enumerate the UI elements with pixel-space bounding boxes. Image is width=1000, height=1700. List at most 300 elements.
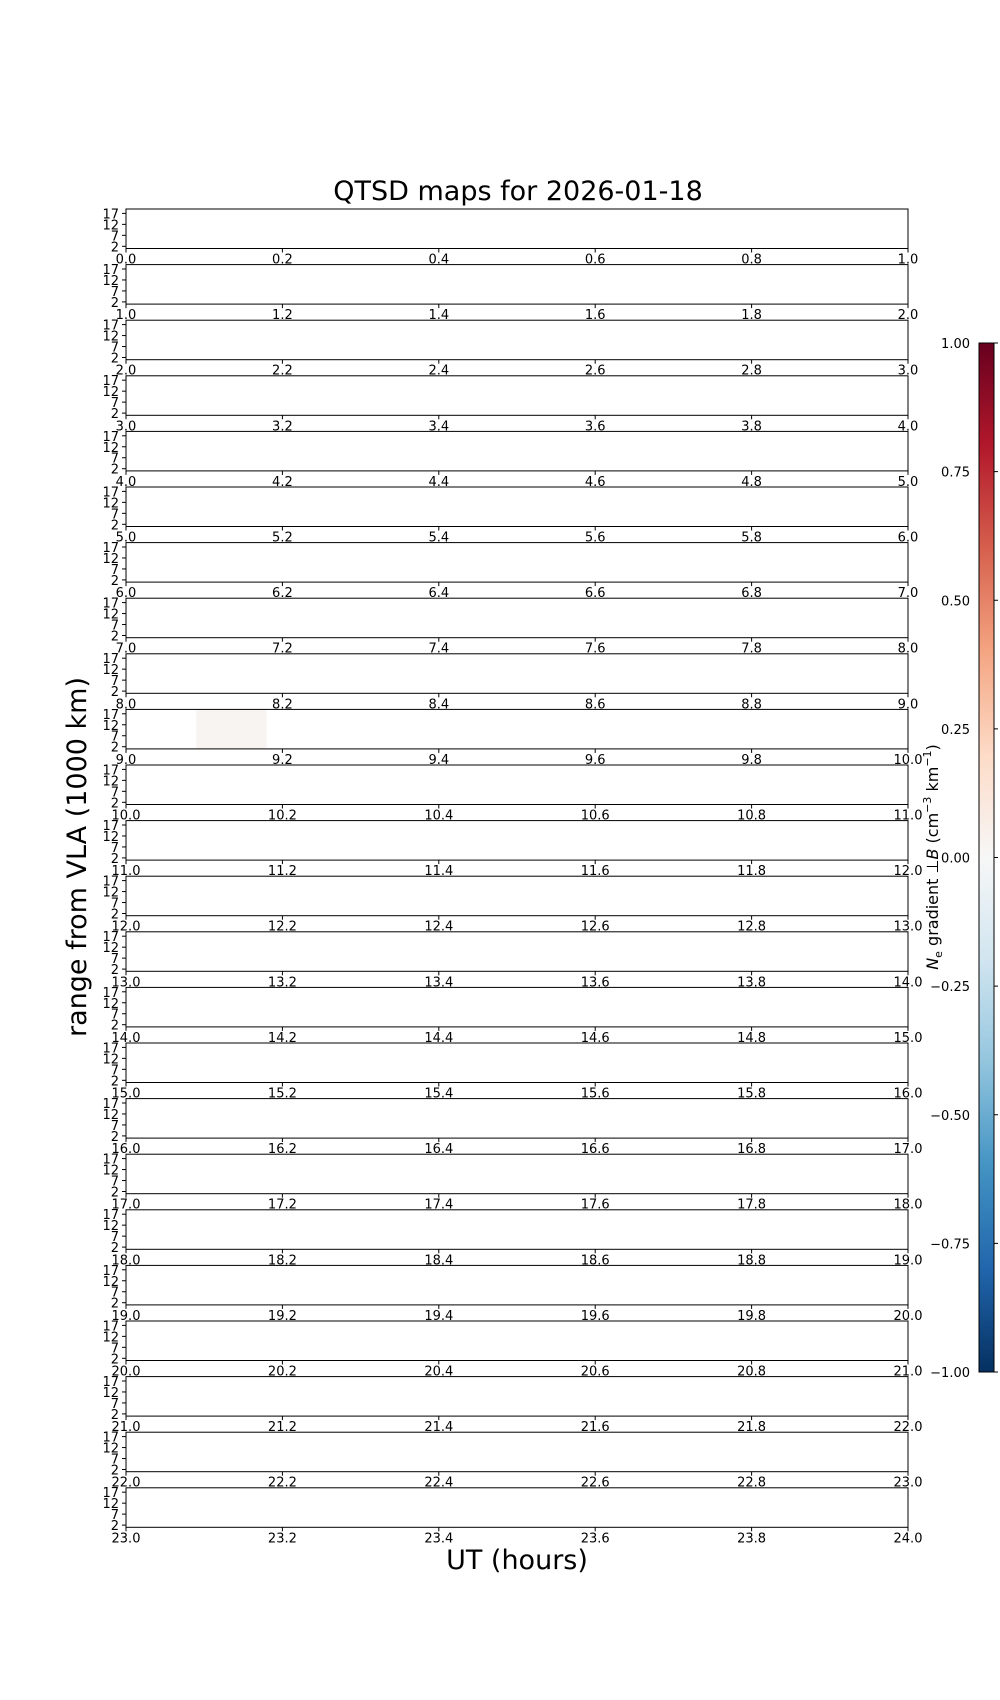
y-tick-label: 7 (110, 340, 119, 356)
panel-0 (102, 207, 918, 267)
y-tick-label: 12 (102, 885, 119, 901)
x-tick-label: 22.0 (111, 1475, 141, 1491)
x-tick-label: 14.0 (893, 975, 923, 991)
y-tick-label: 2 (110, 963, 119, 979)
y-tick-label: 7 (110, 1063, 119, 1079)
x-tick-label: 6.0 (897, 530, 919, 546)
y-tick-label: 7 (110, 1007, 119, 1023)
panel-14 (102, 986, 922, 1046)
x-tick-label: 7.4 (428, 641, 450, 657)
y-tick-label: 17 (102, 1152, 119, 1168)
y-tick-label: 2 (110, 1074, 119, 1090)
panel-15 (102, 1041, 922, 1101)
y-tick-label: 17 (102, 652, 119, 668)
y-tick-label: 7 (110, 840, 119, 856)
y-tick-label: 7 (110, 1230, 119, 1246)
y-axis-label: range from VLA (1000 km) (62, 677, 93, 1037)
y-tick-label: 2 (110, 1463, 119, 1479)
x-tick-label: 14.6 (580, 1030, 610, 1046)
x-tick-label: 23.0 (893, 1475, 923, 1491)
x-tick-label: 15.2 (267, 1086, 297, 1102)
x-tick-label: 20.2 (267, 1364, 297, 1380)
y-tick-label: 7 (110, 1285, 119, 1301)
x-tick-label: 8.0 (115, 697, 137, 713)
x-tick-label: 19.0 (111, 1308, 141, 1324)
x-tick-label: 21.0 (893, 1364, 923, 1380)
x-tick-label: 16.4 (424, 1142, 454, 1158)
panel-frame (126, 1154, 908, 1194)
y-tick-label: 12 (102, 941, 119, 957)
y-tick-label: 17 (102, 1263, 119, 1279)
panel-frame (126, 765, 908, 805)
y-tick-label: 12 (102, 1385, 119, 1401)
y-tick-label: 12 (102, 1052, 119, 1068)
colorbar-label-sub: e (932, 951, 945, 958)
x-tick-label: 13.2 (267, 975, 297, 991)
panel-23 (102, 1486, 922, 1546)
panel-17 (102, 1153, 922, 1213)
chart-title: QTSD maps for 2026-01-18 (333, 176, 703, 207)
y-tick-label: 17 (102, 318, 119, 334)
y-tick-label: 7 (110, 729, 119, 745)
x-tick-label: 5.8 (741, 530, 762, 546)
x-tick-label: 22.8 (737, 1475, 767, 1491)
x-tick-label: 1.8 (741, 308, 762, 324)
x-tick-label: 16.0 (893, 1086, 923, 1102)
x-tick-label: 0.6 (584, 252, 606, 268)
x-tick-label: 1.2 (272, 308, 293, 324)
x-tick-label: 23.2 (267, 1531, 297, 1547)
y-tick-label: 17 (102, 1319, 119, 1335)
y-tick-label: 2 (110, 573, 119, 589)
x-tick-label: 18.0 (893, 1197, 923, 1213)
y-tick-label: 2 (110, 629, 119, 645)
colorbar-gradient (979, 343, 994, 1372)
x-tick-label: 6.2 (272, 586, 293, 602)
y-tick-label: 12 (102, 607, 119, 623)
panel-frame (126, 932, 908, 972)
x-tick-label: 13.0 (111, 975, 141, 991)
panel-frame (126, 209, 908, 249)
y-tick-label: 12 (102, 1274, 119, 1290)
colorbar-label-units: (cm (923, 812, 942, 849)
colorbar-label-close: ) (923, 744, 942, 751)
colorbar-label-mid: gradient ⊥ (923, 859, 942, 952)
x-tick-label: 13.4 (424, 975, 454, 991)
x-tick-label: 5.0 (897, 474, 919, 490)
colorbar-tick-label: −0.75 (930, 1237, 970, 1253)
y-tick-label: 12 (102, 496, 119, 512)
panel-22 (102, 1431, 922, 1491)
panel-21 (102, 1375, 922, 1435)
y-tick-label: 12 (102, 1107, 119, 1123)
panel-frame (126, 598, 908, 638)
x-tick-label: 18.2 (267, 1253, 297, 1269)
panel-20 (102, 1319, 922, 1379)
x-tick-label: 4.0 (897, 419, 919, 435)
x-tick-label: 9.0 (897, 697, 919, 713)
y-tick-label: 7 (110, 229, 119, 245)
x-tick-label: 12.0 (111, 919, 141, 935)
x-tick-label: 8.2 (272, 697, 293, 713)
x-tick-label: 10.0 (893, 752, 923, 768)
y-tick-label: 7 (110, 1508, 119, 1524)
x-tick-label: 2.8 (741, 363, 762, 379)
panel-frame (126, 1210, 908, 1250)
x-tick-label: 20.0 (111, 1364, 141, 1380)
y-tick-label: 12 (102, 273, 119, 289)
y-tick-label: 2 (110, 518, 119, 534)
x-tick-label: 12.6 (580, 919, 610, 935)
x-tick-label: 8.4 (428, 697, 450, 713)
x-tick-label: 3.0 (115, 419, 137, 435)
x-tick-label: 19.6 (580, 1308, 610, 1324)
y-tick-label: 12 (102, 329, 119, 345)
x-tick-label: 11.8 (737, 864, 767, 880)
panel-frame (126, 431, 908, 471)
panel-frame (126, 987, 908, 1027)
x-tick-label: 20.0 (893, 1308, 923, 1324)
x-tick-label: 22.4 (424, 1475, 454, 1491)
x-tick-label: 0.2 (272, 252, 293, 268)
x-tick-label: 9.2 (272, 752, 293, 768)
x-tick-label: 10.4 (424, 808, 454, 824)
x-tick-label: 18.0 (111, 1253, 141, 1269)
x-tick-label: 16.0 (111, 1142, 141, 1158)
panel-11 (102, 819, 922, 879)
y-tick-label: 17 (102, 262, 119, 278)
y-tick-label: 2 (110, 796, 119, 812)
x-tick-label: 20.4 (424, 1364, 454, 1380)
y-tick-label: 17 (102, 874, 119, 890)
panel-frame (126, 1099, 908, 1139)
y-tick-label: 12 (102, 440, 119, 456)
panel-5 (102, 485, 918, 545)
x-tick-label: 11.0 (111, 864, 141, 880)
panel-6 (102, 541, 918, 601)
panel-4 (102, 430, 918, 490)
panel-frame (126, 1265, 908, 1305)
x-tick-label: 4.2 (272, 474, 293, 490)
x-tick-label: 5.2 (272, 530, 293, 546)
y-tick-label: 17 (102, 429, 119, 445)
panel-frame (126, 821, 908, 861)
x-tick-label: 8.0 (897, 641, 919, 657)
x-tick-label: 21.8 (737, 1420, 767, 1436)
x-tick-label: 6.6 (584, 586, 606, 602)
y-tick-label: 17 (102, 1430, 119, 1446)
y-tick-label: 12 (102, 218, 119, 234)
x-tick-label: 1.0 (115, 308, 137, 324)
x-tick-label: 2.0 (115, 363, 137, 379)
y-tick-label: 2 (110, 295, 119, 311)
panel-8 (102, 652, 918, 712)
x-tick-label: 21.4 (424, 1420, 454, 1436)
panel-frame (126, 320, 908, 360)
panel-frame (126, 654, 908, 694)
x-tick-label: 5.6 (584, 530, 606, 546)
y-tick-label: 2 (110, 740, 119, 756)
y-tick-label: 17 (102, 985, 119, 1001)
x-tick-label: 7.0 (115, 641, 137, 657)
x-tick-label: 21.2 (267, 1420, 297, 1436)
y-tick-label: 17 (102, 540, 119, 556)
colorbar-tick-label: 0.00 (941, 851, 970, 867)
x-tick-label: 18.6 (580, 1253, 610, 1269)
x-tick-label: 4.4 (428, 474, 450, 490)
x-tick-label: 3.0 (897, 363, 919, 379)
x-tick-label: 8.6 (584, 697, 606, 713)
x-tick-label: 12.0 (893, 864, 923, 880)
x-tick-label: 9.6 (584, 752, 606, 768)
x-tick-label: 1.0 (897, 252, 919, 268)
x-tick-label: 19.2 (267, 1308, 297, 1324)
x-tick-label: 18.8 (737, 1253, 767, 1269)
y-tick-label: 12 (102, 774, 119, 790)
y-tick-label: 2 (110, 1352, 119, 1368)
x-tick-label: 3.8 (741, 419, 762, 435)
y-tick-label: 17 (102, 596, 119, 612)
y-tick-label: 12 (102, 551, 119, 567)
x-tick-label: 11.4 (424, 864, 454, 880)
x-tick-label: 16.8 (737, 1142, 767, 1158)
y-tick-label: 12 (102, 718, 119, 734)
y-tick-label: 7 (110, 451, 119, 467)
x-tick-label: 18.4 (424, 1253, 454, 1269)
y-tick-label: 12 (102, 663, 119, 679)
x-axis-label: UT (hours) (446, 1545, 588, 1576)
x-tick-label: 4.8 (741, 474, 762, 490)
x-tick-label: 14.2 (267, 1030, 297, 1046)
x-tick-label: 12.4 (424, 919, 454, 935)
y-tick-label: 2 (110, 1241, 119, 1257)
x-tick-label: 15.4 (424, 1086, 454, 1102)
colorbar (921, 337, 998, 1381)
x-tick-label: 13.8 (737, 975, 767, 991)
y-tick-label: 7 (110, 896, 119, 912)
y-tick-label: 17 (102, 207, 119, 223)
x-tick-label: 17.0 (111, 1197, 141, 1213)
y-tick-label: 17 (102, 374, 119, 390)
x-tick-label: 20.8 (737, 1364, 767, 1380)
panel-12 (102, 875, 922, 935)
heatmap-cell-9-0 (196, 709, 266, 749)
panel-frame (126, 376, 908, 416)
x-tick-label: 7.6 (584, 641, 606, 657)
x-tick-label: 15.6 (580, 1086, 610, 1102)
x-tick-label: 4.6 (584, 474, 606, 490)
x-tick-label: 21.0 (111, 1420, 141, 1436)
panel-frame (126, 1377, 908, 1417)
y-tick-label: 7 (110, 396, 119, 412)
x-tick-label: 24.0 (893, 1531, 923, 1547)
y-tick-label: 12 (102, 385, 119, 401)
x-tick-label: 2.6 (584, 363, 606, 379)
y-tick-label: 17 (102, 1208, 119, 1224)
colorbar-label-exp1: −3 (921, 796, 934, 813)
x-tick-label: 22.6 (580, 1475, 610, 1491)
panel-16 (102, 1097, 922, 1157)
y-tick-label: 2 (110, 1185, 119, 1201)
y-tick-label: 2 (110, 1519, 119, 1535)
y-tick-label: 7 (110, 785, 119, 801)
x-tick-label: 15.0 (893, 1030, 923, 1046)
colorbar-tick-label: −1.00 (930, 1366, 970, 1381)
y-tick-label: 17 (102, 763, 119, 779)
x-tick-label: 10.0 (111, 808, 141, 824)
x-tick-label: 19.0 (893, 1253, 923, 1269)
y-tick-label: 2 (110, 407, 119, 423)
x-tick-label: 23.6 (580, 1531, 610, 1547)
y-tick-label: 2 (110, 240, 119, 256)
x-tick-label: 17.8 (737, 1197, 767, 1213)
colorbar-tick-label: 1.00 (941, 337, 970, 352)
x-tick-label: 8.8 (741, 697, 762, 713)
panel-18 (102, 1208, 922, 1268)
y-tick-label: 7 (110, 284, 119, 300)
x-tick-label: 13.0 (893, 919, 923, 935)
y-tick-label: 12 (102, 1219, 119, 1235)
y-tick-label: 7 (110, 952, 119, 968)
y-tick-label: 17 (102, 818, 119, 834)
y-tick-label: 12 (102, 1497, 119, 1513)
panel-frame (126, 876, 908, 916)
colorbar-label-exp2: −1 (921, 750, 934, 767)
panel-stack (102, 207, 922, 1546)
x-tick-label: 13.6 (580, 975, 610, 991)
x-tick-label: 6.4 (428, 586, 450, 602)
colorbar-tick-label: 0.25 (941, 722, 970, 738)
x-tick-label: 1.4 (428, 308, 450, 324)
x-tick-label: 7.0 (897, 586, 919, 602)
x-tick-label: 16.2 (267, 1142, 297, 1158)
x-tick-label: 15.8 (737, 1086, 767, 1102)
x-tick-label: 2.2 (272, 363, 293, 379)
y-tick-label: 7 (110, 1396, 119, 1412)
panel-frame (126, 487, 908, 527)
x-tick-label: 21.6 (580, 1420, 610, 1436)
y-tick-label: 7 (110, 618, 119, 634)
x-tick-label: 11.0 (893, 808, 923, 824)
colorbar-label-ne: N (923, 957, 942, 970)
panel-1 (102, 263, 918, 323)
x-tick-label: 1.6 (584, 308, 606, 324)
y-tick-label: 2 (110, 1018, 119, 1034)
colorbar-tick-label: −0.25 (930, 980, 970, 996)
x-tick-label: 11.2 (267, 864, 297, 880)
colorbar-tick-label: 0.75 (941, 465, 970, 481)
panel-3 (102, 374, 918, 434)
x-tick-label: 19.4 (424, 1308, 454, 1324)
colorbar-tick-label: −0.50 (930, 1108, 970, 1124)
panel-19 (102, 1264, 922, 1324)
y-tick-label: 2 (110, 462, 119, 478)
panel-10 (102, 763, 922, 823)
y-tick-label: 7 (110, 674, 119, 690)
panel-7 (102, 597, 918, 657)
x-tick-label: 14.4 (424, 1030, 454, 1046)
x-tick-label: 17.4 (424, 1197, 454, 1213)
x-tick-label: 4.0 (115, 474, 137, 490)
x-tick-label: 6.0 (115, 586, 137, 602)
y-tick-label: 7 (110, 1341, 119, 1357)
y-tick-label: 17 (102, 1041, 119, 1057)
y-tick-label: 17 (102, 485, 119, 501)
x-tick-label: 17.2 (267, 1197, 297, 1213)
x-tick-label: 22.2 (267, 1475, 297, 1491)
y-tick-label: 12 (102, 1330, 119, 1346)
x-tick-label: 23.4 (424, 1531, 454, 1547)
x-tick-label: 2.0 (897, 308, 919, 324)
y-tick-label: 17 (102, 1096, 119, 1112)
y-tick-label: 12 (102, 829, 119, 845)
x-tick-label: 3.2 (272, 419, 293, 435)
y-tick-label: 7 (110, 1174, 119, 1190)
x-tick-label: 2.4 (428, 363, 450, 379)
x-tick-label: 23.8 (737, 1531, 767, 1547)
x-tick-label: 20.6 (580, 1364, 610, 1380)
panel-2 (102, 319, 918, 379)
y-tick-label: 7 (110, 1118, 119, 1134)
panel-frame (126, 265, 908, 305)
x-tick-label: 10.2 (267, 808, 297, 824)
x-tick-label: 15.0 (111, 1086, 141, 1102)
y-tick-label: 2 (110, 851, 119, 867)
y-tick-label: 12 (102, 1441, 119, 1457)
panel-frame (126, 1043, 908, 1083)
y-tick-label: 7 (110, 562, 119, 578)
panel-frame (126, 1432, 908, 1472)
x-tick-label: 0.8 (741, 252, 762, 268)
colorbar-label-units2: km (923, 766, 942, 797)
x-tick-label: 0.0 (115, 252, 137, 268)
y-tick-label: 2 (110, 1407, 119, 1423)
x-tick-label: 12.2 (267, 919, 297, 935)
x-tick-label: 10.8 (737, 808, 767, 824)
y-tick-label: 17 (102, 707, 119, 723)
colorbar-label (921, 744, 945, 970)
y-tick-label: 17 (102, 1486, 119, 1502)
x-tick-label: 22.0 (893, 1420, 923, 1436)
y-tick-label: 7 (110, 1452, 119, 1468)
x-tick-label: 7.8 (741, 641, 762, 657)
panel-frame (126, 543, 908, 583)
x-tick-label: 0.4 (428, 252, 450, 268)
x-tick-label: 17.6 (580, 1197, 610, 1213)
x-tick-label: 14.8 (737, 1030, 767, 1046)
y-tick-label: 2 (110, 907, 119, 923)
x-tick-label: 17.0 (893, 1142, 923, 1158)
x-tick-label: 9.0 (115, 752, 137, 768)
x-tick-label: 9.4 (428, 752, 450, 768)
y-tick-label: 7 (110, 507, 119, 523)
y-tick-label: 2 (110, 685, 119, 701)
colorbar-label-vec: B (923, 848, 942, 860)
panel-13 (102, 930, 922, 990)
x-tick-label: 10.6 (580, 808, 610, 824)
x-tick-label: 7.2 (272, 641, 293, 657)
x-tick-label: 9.8 (741, 752, 762, 768)
x-tick-label: 14.0 (111, 1030, 141, 1046)
x-tick-label: 23.0 (111, 1531, 141, 1547)
panel-frame (126, 1488, 908, 1528)
x-tick-label: 5.0 (115, 530, 137, 546)
panel-9 (102, 708, 922, 768)
x-tick-label: 3.6 (584, 419, 606, 435)
x-tick-label: 6.8 (741, 586, 762, 602)
y-tick-label: 12 (102, 996, 119, 1012)
x-tick-label: 5.4 (428, 530, 450, 546)
